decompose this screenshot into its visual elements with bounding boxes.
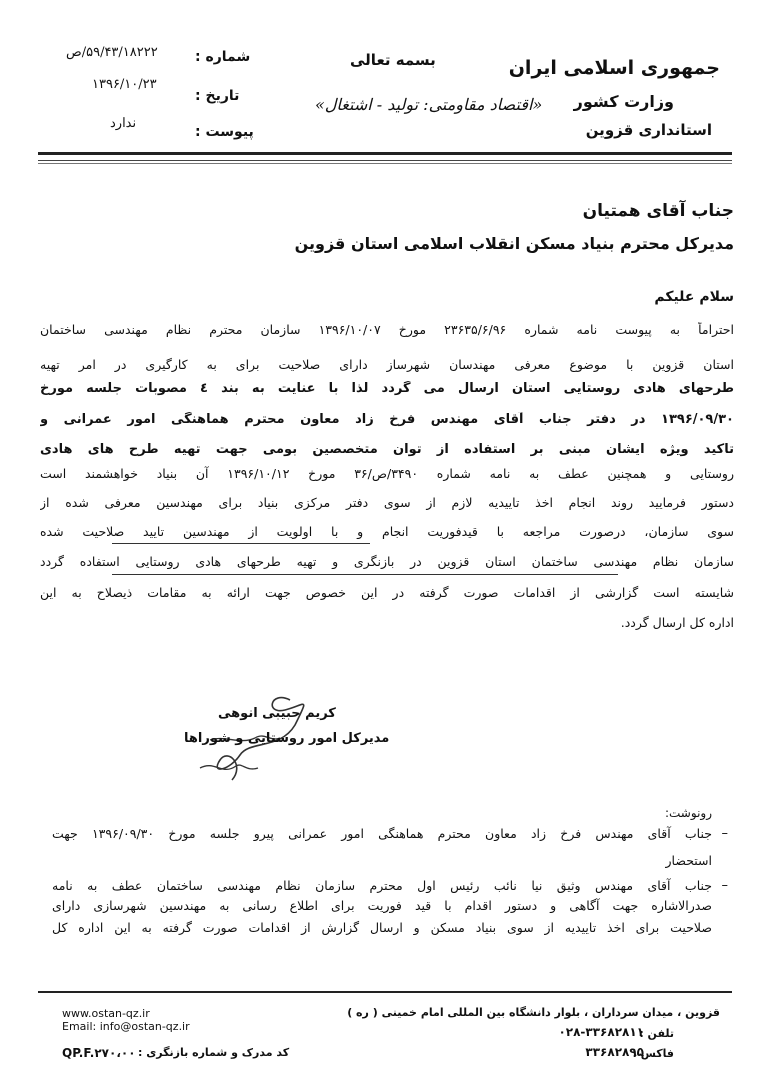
letter-number: ۵۹/۴۳/۱۸۲۲۲/ص — [66, 45, 158, 60]
body-line: ۱۳۹۶/۰۹/۳۰ در دفتر جناب آقای مهندس فرخ زاد معاون محترم هماهنگی امور عمرانی و — [40, 412, 734, 427]
list-bullet: – — [721, 826, 728, 841]
phone-label: تلفن : — [639, 1027, 674, 1040]
body-line: اداره کل ارسال گردد. — [620, 615, 734, 630]
postal-address: قزوین ، میدان سرداران ، بلوار دانشگاه بین المللی امام خمینی ( ره ) — [347, 1006, 720, 1019]
body-line: سازمان نظام مهندسی ساختمان استان قزوین در بازنگری و تهیه طرحهای هادی روستایی استفاده گردد — [40, 554, 734, 569]
fax-number: ۳۳۶۸۲۸۹۵ — [585, 1045, 644, 1059]
copies-label: رونوشت: — [664, 806, 712, 820]
body-line: شایسته است گزارشی از اقدامات صورت گرفته در این خصوص جهت ارائه به مقامات ذیصلاح به این — [40, 585, 734, 600]
letter-attachment: ندارد — [110, 116, 137, 131]
footer-divider — [38, 991, 732, 993]
archive-code-label: کد مدرک و شماره بازنگری : — [138, 1046, 290, 1059]
body-line: روستایی و همچنین عطف به نامه شماره ۳۴۹۰/ص/۳۶ مورخ ۱۳۹۶/۱۰/۱۲ آن بنیاد خواهشمند است — [40, 466, 734, 481]
header-divider-thin — [38, 160, 732, 161]
website-link[interactable]: www.ostan-qz.ir — [62, 1007, 150, 1020]
pen-underline — [112, 543, 370, 544]
signatory-title: مدیرکل امور روستایی و شوراها — [184, 731, 390, 746]
ministry-name: وزارت کشور — [573, 92, 674, 111]
copy-recipient-line: صلاحیت برای اخذ تاییدیه از سوی بنیاد مسکن و ارسال گزارش از اقدامات صورت گرفته به این اداره کل — [52, 920, 712, 935]
province-office-name: استانداری قزوین — [585, 121, 712, 139]
body-line: دستور فرمایید روند انجام اخذ تاییدیه لازم از سوی دفتر مرکزی بنیاد برای مهندسین معرفی شده از — [40, 495, 734, 510]
date-label: تاریخ : — [195, 88, 240, 104]
body-line: احتراماً به پیوست نامه شماره ۲۳۶۳۵/۶/۹۶ مورخ ۱۳۹۶/۱۰/۰۷ سازمان محترم نظام مهندسی ساختمان — [40, 322, 734, 337]
header-divider — [38, 152, 732, 155]
number-label: شماره : — [195, 49, 251, 65]
body-line: طرحهای هادی روستایی استان ارسال می گردد لذا با عنایت به بند ٤ مصوبات جلسه مورخ — [40, 381, 734, 396]
attachment-label: پیوست : — [195, 124, 254, 140]
greeting: سلام علیکم — [654, 289, 734, 305]
body-line: استان قزوین با موضوع معرفی مهندسان شهرساز دارای صلاحیت برای به کارگیری در امر تهیه — [40, 357, 734, 372]
copy-recipient-line: صدرالاشاره جهت آگاهی و دستور اقدام با قید فوریت برای اطلاع رسانی به مهندسین شهرسازی دارای — [52, 898, 712, 913]
archive-code: QP.F.۲۷۰،۰۰ — [62, 1046, 136, 1060]
copy-recipient-line: استحضار — [665, 853, 712, 868]
copy-recipient-line: جناب آقای مهندس وثیق نیا نائب رئیس اول محترم سازمان نظام مهندسی ساختمان عطف به نامه — [52, 878, 712, 893]
signatory-name: کریم حبیبی انوهی — [218, 706, 336, 721]
bismillah-heading: بسمه تعالی — [350, 51, 436, 69]
body-line: سوی سازمان، درصورت مراجعه با قیدفوریت انجام و با اولویت از مهندسین تایید صلاحیت شده — [40, 524, 734, 539]
phone-number: ۰۲۸-۳۳۶۸۲۸۱۱ — [558, 1025, 644, 1039]
fax-label: فاکس : — [632, 1047, 674, 1060]
year-slogan: «اقتصاد مقاومتی: تولید - اشتغال» — [315, 95, 543, 114]
header-divider-thin-2 — [38, 163, 732, 164]
body-line: تاکید ویژه ایشان مبنی بر استفاده از توان متخصصین بومی جهت تهیه طرح های هادی — [40, 442, 734, 457]
addressee-title: مدیرکل محترم بنیاد مسکن انقلاب اسلامی استان قزوین — [294, 234, 734, 253]
copy-recipient-line: جناب آقای مهندس فرخ زاد معاون محترم هماهنگی امور عمرانی پیرو جلسه مورخ ۱۳۹۶/۰۹/۳۰ جهت — [52, 826, 712, 841]
pen-underline — [112, 574, 618, 575]
email-address[interactable]: Email: info@ostan-qz.ir — [62, 1020, 190, 1033]
country-name: جمهوری اسلامی ایران — [508, 57, 720, 79]
addressee-name: جناب آقای همتیان — [582, 201, 734, 221]
list-bullet: – — [721, 878, 728, 893]
letter-date: ۱۳۹۶/۱۰/۲۳ — [92, 77, 157, 92]
